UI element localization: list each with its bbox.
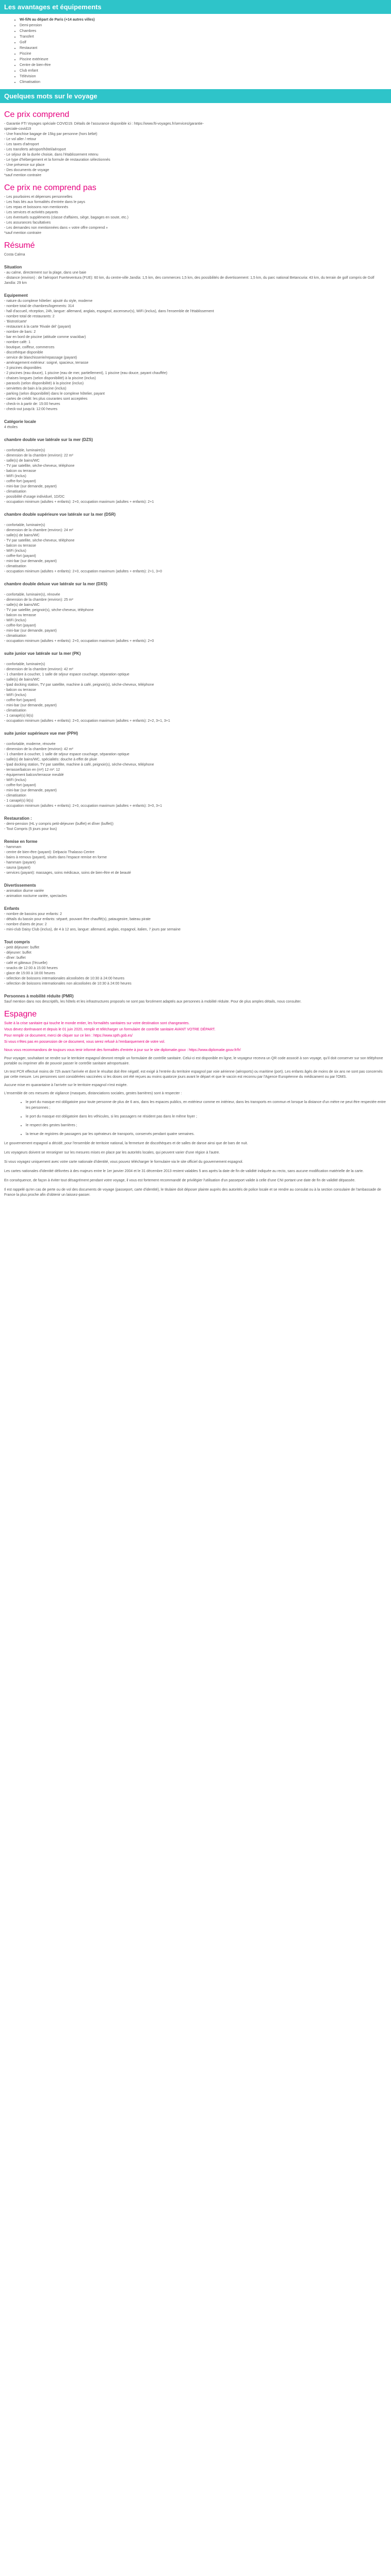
detail-block bbox=[4, 906, 387, 933]
detail-line: - confortable, luminaire(s) bbox=[4, 523, 45, 527]
detail-block bbox=[4, 582, 387, 644]
hotel-details bbox=[4, 265, 387, 1005]
amenity-item: • Transfert bbox=[20, 34, 387, 40]
detail-line: - distance (environ) : de l'aéroport Fuerteventura (FUE): 60 km, du centre-ville Jandía: 1,5 km, des commerces 1,5 km, des possibilités de divertissement: 1,5 km, du parc national Betancuria: 43 km, du terrain de golf compris de Golf Jandía: 29 km bbox=[4, 276, 376, 285]
spain-measure: • le port du masque est obligatoire dans les véhicules, si les passagers ne résident pas dans le même foyer ; bbox=[26, 1114, 387, 1120]
detail-line: - Tout Compris (5 jours pour bus) bbox=[4, 827, 57, 831]
detail-line: - 2 piscines (eau douce), 1 piscine (eau de mer, partiellement), 1 piscine (eau douce, payant chauffée) bbox=[4, 371, 168, 375]
detail-block bbox=[4, 839, 387, 876]
detail-block-title: suite junior supérieure vue mer (PPH) bbox=[4, 731, 78, 736]
detail-line: - lpad docking station, TV par satellite, machine à café, peignoir(s), sèche-cheveux, téléphone bbox=[4, 763, 154, 767]
amenity-item: • Wi-fi/N au départ de Paris (+14 autres villes) bbox=[20, 17, 387, 23]
spain-tail-paragraph: Les cartes nationales d'identité délivrées à des majeurs entre le 1er janvier 2004 et le 31 décembre 2013 restent valables 5 ans après la date de fin de validité indiquée au recto, sans aucune modification matérielle de la carte. bbox=[4, 1170, 364, 1173]
excluded-line: - Les demandes non mentionnées dans « votre offre comprend » bbox=[4, 226, 108, 230]
detail-line: - nombre d'aires de jeux: 2 bbox=[4, 923, 47, 926]
detail-line: - boutique, coiffeur, commerces bbox=[4, 346, 55, 349]
detail-line: - salle(s) de bains/WC bbox=[4, 459, 40, 463]
detail-block bbox=[4, 883, 387, 899]
included-list bbox=[4, 122, 387, 178]
detail-line: - TV par satellite, peignoir(s), sèche-cheveux, téléphone bbox=[4, 608, 94, 612]
amenity-item: • Chambres bbox=[20, 28, 387, 34]
spain-tail bbox=[4, 1141, 387, 1198]
spain-alert-line: Suite à la crise sanitaire qui touche le monde entier, les formalités sanitaires sur votre destination sont changeantes. bbox=[4, 1022, 190, 1025]
included-line: - Le type d'hébergement et la formule de restauration sélectionnés bbox=[4, 158, 110, 162]
detail-block-title: Divertissements bbox=[4, 883, 36, 888]
spain-measure: • le port du masque est obligatoire pour toute personne de plus de 6 ans, dans les espaces publics, en extérieur comme en intérieur, dans les transports en commun et lorsque la distance d'un mètre ne peut être respectée entre les personnes ; bbox=[26, 1099, 387, 1111]
detail-line: - coffre-fort (payant) bbox=[4, 699, 36, 702]
detail-line bbox=[4, 587, 387, 592]
detail-line: - dimension de la chambre (environ): 42 m² bbox=[4, 668, 73, 671]
detail-block-title: Situation bbox=[4, 265, 22, 269]
spain-alert-line: Si vous n'êtes pas en possession de ce document, vous serez refusé à l'embarquement de votre vol. bbox=[4, 1040, 166, 1044]
detail-line: - dimension de la chambre (environ): 25 m² bbox=[4, 598, 73, 602]
detail-block-title: Remise en forme bbox=[4, 839, 38, 844]
detail-block bbox=[4, 293, 387, 412]
detail-block bbox=[4, 512, 387, 574]
detail-line: - 1 canapé(s) lit(s) bbox=[4, 714, 34, 718]
detail-line: - serviettes de bain à la piscine (inclus) bbox=[4, 387, 67, 391]
excluded-line: - Les pourboires et dépenses personnelles bbox=[4, 195, 73, 199]
detail-line: - WiFi (inclus) bbox=[4, 474, 26, 478]
detail-line: - TV par satellite, sèche-cheveux, téléphone bbox=[4, 539, 75, 543]
detail-block bbox=[4, 419, 387, 430]
excluded-line: - Les éventuels suppléments (classe d'affaires, siège, bagages en soute, etc.) bbox=[4, 216, 128, 219]
detail-line: - 1 chambre à coucher, 1 salle de séjour espace couchage, séparation optique bbox=[4, 753, 129, 756]
detail-line: - 1 canapé(s) lit(s) bbox=[4, 799, 34, 803]
spain-tail-paragraph: En conséquence, de façon à éviter tout désagrément pendant votre voyage, il vous est fortement recommandé de privilégier l'utilisation d'un passeport valide à celle d'une CNI portant une date de fin de validité dépassée. bbox=[4, 1179, 356, 1182]
included-line: - Garantie FTI Voyages spéciale COVID19. Détails de l'assurance disponible ici : https://www.fti-voyages.fr/services/garantie- bbox=[4, 122, 204, 126]
detail-line: - snacks de 12:00 à 15:00 heures bbox=[4, 967, 58, 970]
spain-alert-line: Vous devez dorénavant et depuis le 01 juin 2020, remplir et télécharger un formulaire de contrôle sanitaire AVANT VOTRE DÉPART. bbox=[4, 1028, 216, 1031]
detail-line: - glace de 15:00 à 18:00 heures bbox=[4, 972, 55, 975]
amenity-item: • Restaurant bbox=[20, 45, 387, 51]
detail-line: - check-out jusqu'à: 12:00 heures bbox=[4, 408, 58, 411]
detail-block bbox=[4, 437, 387, 505]
detail-block-title: Enfants bbox=[4, 906, 20, 911]
detail-line: - dimension de la chambre (environ): 22 m² bbox=[4, 454, 73, 457]
detail-line: - climatisation bbox=[4, 634, 26, 638]
detail-line: - coffre-fort (payant) bbox=[4, 784, 36, 787]
detail-line: - nature du complexe hôtelier: ajouté du style, moderne bbox=[4, 299, 93, 303]
detail-block-title: chambre double vue latérale sur la mer (DZS) bbox=[4, 437, 93, 442]
detail-line: - mini-club Daisy Club (inclus), de 4 à 12 ans, langue: allemand, anglais, espagnol, italien, 7 jours par semaine bbox=[4, 928, 181, 931]
excluded-line: - Les assurances facultatives bbox=[4, 221, 51, 225]
detail-line: - aménagement extérieur: soigné, spacieux, terrasse bbox=[4, 361, 89, 365]
detail-line: - WiFi (inclus) bbox=[4, 549, 26, 553]
detail-block-title: chambre double deluxe vue latérale sur la mer (DXS) bbox=[4, 582, 108, 586]
detail-line: - mini-bar (sur demande, payant) bbox=[4, 629, 57, 633]
detail-line: - WiFi (inclus) bbox=[4, 693, 26, 697]
detail-block bbox=[4, 731, 387, 809]
spain-paragraphs bbox=[4, 1056, 387, 1096]
detail-line: - hall d'accueil, réception, 24h, langue: allemand, anglais, espagnol, ascenseur(s), WiFi (inclus), dans l'ensemble de l'établissement bbox=[4, 310, 214, 313]
detail-block bbox=[4, 940, 387, 987]
amenity-item: • Climatisation bbox=[20, 79, 387, 85]
detail-line: 4 étoiles bbox=[4, 426, 18, 429]
detail-line: - occupation minimum (adultes + enfants): 2+0, occupation maximum (adultes + enfants): 2+1 bbox=[4, 500, 154, 504]
detail-line: - possibilité d'usage individuel, 1D/DC bbox=[4, 495, 65, 499]
detail-line: - nombre café: 1 bbox=[4, 341, 30, 344]
detail-line: - dîner: buffet bbox=[4, 956, 26, 960]
detail-line: - service de blanchisserie/repassage (payant) bbox=[4, 356, 77, 360]
detail-line: - salle(s) de bains/WC bbox=[4, 534, 40, 537]
detail-line: - mini-bar (sur demande, payant) bbox=[4, 704, 57, 707]
amenity-item: • Télévision bbox=[20, 74, 387, 79]
detail-line: - bains à remous (payant), situés dans l'espace remise en forme bbox=[4, 856, 107, 859]
excluded-list bbox=[4, 195, 387, 236]
excluded-line: *sauf mention contraire bbox=[4, 231, 41, 235]
detail-line: - dimension de la chambre (environ): 42 m² bbox=[4, 748, 73, 751]
detail-block-title: suite junior vue latérale sur la mer (PK) bbox=[4, 651, 81, 656]
detail-line: - services (payant): massages, soins médicaux, soins de bien-être et de beauté bbox=[4, 871, 131, 875]
included-heading: Ce prix comprend bbox=[4, 110, 70, 119]
detail-line: - check-in à partir de: 15:00 heures bbox=[4, 402, 60, 406]
detail-line: - climatisation bbox=[4, 490, 26, 494]
detail-block bbox=[4, 651, 387, 724]
spain-tail-paragraph: Si vous voyagez uniquement avec votre carte nationale d'identité, vous pouvez télécharger le formulaire via le site officiel du gouvernement espagnol. bbox=[4, 1160, 243, 1164]
spain-alert-line: Pour remplir ce document, merci de cliquer sur ce lien : https://www.spth.gob.es/ bbox=[4, 1034, 133, 1038]
detail-line: - nombre total de chambres/logements: 314 bbox=[4, 304, 74, 308]
detail-line: - balcon ou terrasse bbox=[4, 544, 36, 548]
detail-line: - hammam bbox=[4, 845, 22, 849]
included-line: - Le séjour de la durée choisie, dans l'établissement retenu bbox=[4, 153, 99, 157]
spain-measure: • le respect des gestes barrières ; bbox=[26, 1123, 387, 1128]
detail-line: - occupation minimum (adultes + enfants): 2+0, occupation maximum (adultes + enfants): 2+2, 3+1, 3+1 bbox=[4, 719, 170, 723]
detail-line: - salle(s) de bains/WC, spécialités: douche à effet de pluie bbox=[4, 758, 97, 761]
detail-line: - occupation minimum (adultes + enfants): 2+0, occupation maximum (adultes + enfants): 2+0 bbox=[4, 639, 154, 643]
detail-line: - nombre de bars: 2 bbox=[4, 330, 36, 334]
detail-line: - TV par satellite, sèche-cheveux, téléphone bbox=[4, 464, 75, 468]
amenity-item: • Demi-pension bbox=[20, 23, 387, 28]
spain-tail-paragraph: Il est rappelé qu'en cas de perte ou de vol des documents de voyage (passeport, carte d'identité), le titulaire doit déposer plainte auprès des autorités de police locale et se rendre au consulat ou à la section consulaire de l'ambassade de France la plus proche afin d'obtenir un laissez-passer. bbox=[4, 1188, 381, 1197]
detail-line: - climatisation bbox=[4, 709, 26, 713]
summary-heading: Résumé bbox=[4, 241, 35, 250]
detail-line: - confortable, luminaire(s) bbox=[4, 449, 45, 452]
detail-line: - centre de bien-être (payant): Delpacio Thalasso Centre bbox=[4, 851, 94, 854]
included-line: - Les transferts aéroport/hôtel/aéroport bbox=[4, 148, 66, 151]
detail-line: - café et gâteaux (l'écuelle) bbox=[4, 961, 47, 965]
detail-line: Sauf mention dans nos descriptifs, les hôtels et les infrastructures proposés ne sont pas forcément adaptés aux personnes à mobilité réduite. Pour de plus amples détails, nous consulter. bbox=[4, 1000, 302, 1004]
included-line: - Une présence sur place bbox=[4, 163, 45, 167]
detail-line: - salle(s) de bains/WC bbox=[4, 603, 40, 607]
detail-block-title: Restauration : bbox=[4, 816, 32, 821]
excluded-line: - Les services et activités payants bbox=[4, 211, 58, 214]
detail-line: - parking (selon disponibilité) dans le complexe hôtelier, payant bbox=[4, 392, 105, 396]
spain-measure: • la tenue de registres de passagers par les opérateurs de transports, conservés pendant quatre semaines. bbox=[26, 1131, 387, 1137]
detail-line: - occupation minimum (adultes + enfants): 2+0, occupation maximum (adultes + enfants): 3+0, 3+1 bbox=[4, 804, 162, 808]
amenities-list bbox=[10, 17, 387, 85]
detail-line: - nombre de bassins pour enfants: 2 bbox=[4, 912, 62, 916]
detail-line: - mini-bar (sur demande, payant) bbox=[4, 485, 57, 488]
amenity-item: • Centre de bien-être bbox=[20, 62, 387, 68]
detail-line: - coffre-fort (payant) bbox=[4, 624, 36, 628]
detail-line: - 1 chambre à coucher, 1 salle de séjour espace couchage, séparation optique bbox=[4, 673, 129, 676]
detail-line: - mini-bar (sur demande, payant) bbox=[4, 789, 57, 792]
detail-line bbox=[4, 518, 387, 523]
detail-line: - au calme, directement sur la plage, dans une baie bbox=[4, 271, 87, 275]
detail-line: - salle(s) de bains/WC bbox=[4, 678, 40, 682]
spain-paragraph: Un test PCR effectué moins de 72h avant l'arrivée et dont le résultat doit être négatif, est exigé à l'entrée du territoire espagnol par voie aérienne (aéroports) ou maritime (port). Les enfants âgés de moins de six ans ne sont pas concernés par cette mesure. Les personnes sont considérées vaccinées si les doses ont été reçues au moins quatorze jours avant le départ et que le vaccin est reconnu par l'Agence Européenne du médicament ou par l'OMS. bbox=[4, 1070, 383, 1079]
spain-alert bbox=[4, 1021, 387, 1045]
detail-line: - sélection de boissons internationales non alcoolisées de 10:30 à 24:00 heures bbox=[4, 982, 132, 986]
detail-line: - parasols (selon disponibilité) à la piscine (inclus) bbox=[4, 382, 84, 385]
excluded-line: - Les repas et boissons non mentionnés bbox=[4, 206, 69, 209]
detail-block-title: chambre double supérieure vue latérale sur la mer (DSR) bbox=[4, 512, 116, 517]
detail-line: - coffre-fort (payant) bbox=[4, 480, 36, 483]
detail-line: - 'Bistrot/carte' bbox=[4, 320, 27, 324]
detail-line: - climatisation bbox=[4, 565, 26, 568]
detail-line: - dimension de la chambre (environ): 24 m² bbox=[4, 529, 73, 532]
included-line: - Les taxes d'aéroport bbox=[4, 143, 39, 146]
included-line: - Le vol aller / retour bbox=[4, 138, 37, 141]
spain-paragraph: Aucune mise en quarantaine à l'arrivée sur le territoire espagnol n'est exigée. bbox=[4, 1083, 128, 1087]
detail-line: - occupation minimum (adultes + enfants): 2+0, occupation maximum (adultes + enfants): 2+1, 3+0 bbox=[4, 570, 162, 573]
detail-line bbox=[4, 443, 387, 448]
detail-block-title: Personnes à mobilité réduite (PMR) bbox=[4, 994, 74, 998]
detail-line: - balcon ou terrasse bbox=[4, 688, 36, 692]
amenity-item: • Golf bbox=[20, 40, 387, 45]
spain-measures-list bbox=[17, 1099, 387, 1137]
detail-line: - animation nocturne variée, spectacles bbox=[4, 894, 67, 898]
detail-line: - détails du bassin pour enfants: séparé, pouvant être chauffé(s), pataugeoire, bateau pirate bbox=[4, 918, 151, 921]
detail-line: - animation diurne variée bbox=[4, 889, 44, 893]
excluded-line: - Les frais liés aux formalités d'entrée dans le pays bbox=[4, 200, 85, 204]
detail-line: - nombre total de restaurants: 2 bbox=[4, 315, 55, 318]
detail-line: - balcon ou terrasse bbox=[4, 614, 36, 617]
amenity-item: • Club enfant bbox=[20, 68, 387, 74]
detail-line: - WiFi (inclus) bbox=[4, 619, 26, 622]
amenity-item: • Piscine bbox=[20, 51, 387, 57]
spain-tail-paragraph: Les voyageurs doivent se renseigner sur les mesures mises en place par les autorités locales, qui peuvent varier d'une région à l'autre. bbox=[4, 1151, 220, 1155]
detail-block-title: Catégorie locale bbox=[4, 419, 36, 424]
included-line: *sauf mention contraire bbox=[4, 174, 41, 177]
summary-place: Costa Calma bbox=[4, 253, 25, 257]
detail-line: - confortable, moderne, rénovée bbox=[4, 742, 56, 746]
detail-line: - bar en bord de piscine (attitude comme snackbar) bbox=[4, 335, 86, 339]
detail-line: - équipement balcon/terrasse meublé bbox=[4, 773, 64, 777]
included-line: speciale-covid19 bbox=[4, 127, 31, 131]
excluded-heading: Ce prix ne comprend pas bbox=[4, 183, 96, 192]
spain-tail-paragraph: Le gouvernement espagnol a décidé, pour l'ensemble de territoire national, la fermeture de discothèques et de salles de danse ainsi que de bars de nuit. bbox=[4, 1142, 248, 1145]
detail-line: - demi-pension (HL y compris petit-déjeuner (buffet) et dîner (buffet)) bbox=[4, 822, 113, 826]
detail-block-title: Equipement bbox=[4, 293, 28, 298]
amenities-list-wrap bbox=[0, 14, 391, 89]
detail-line: - cartes de crédit: les plus courantes sont acceptées bbox=[4, 397, 88, 401]
detail-line: - restaurant à la carte 'Rivale del' (payant) bbox=[4, 325, 71, 329]
detail-line: - confortable, luminaire(s), rénovée bbox=[4, 593, 60, 597]
trip-section bbox=[0, 103, 391, 1206]
detail-line: - WiFi (inclus) bbox=[4, 778, 26, 782]
detail-line: - coffre-fort (payant) bbox=[4, 554, 36, 558]
detail-line: - lpad docking station, TV par satellite, machine à café, peignoir(s), sèche-cheveux, téléphone bbox=[4, 683, 154, 687]
detail-line: - déjeuner: buffet bbox=[4, 951, 31, 955]
included-line: - Des documents de voyage bbox=[4, 168, 50, 172]
detail-line: - confortable, luminaire(s) bbox=[4, 663, 45, 666]
detail-line: - balcon ou terrasse bbox=[4, 469, 36, 473]
detail-line bbox=[4, 657, 387, 662]
detail-block-title: Tout compris bbox=[4, 940, 30, 944]
detail-block bbox=[4, 994, 387, 1005]
spain-paragraph: Pour voyager, souhaitant se rendre sur le territoire espagnol devront remplir un formulaire de contrôle sanitaire. Celui-ci est disponible en ligne, le voyageur recevra un QR code associé à son voyage, qu'il doit conserver sur son téléphone portable ou imprimer afin de pouvoir passer le contrôle sanitaire aéroportuaire. bbox=[4, 1057, 383, 1065]
detail-line: - sauna (payant) bbox=[4, 866, 30, 870]
detail-line: - sélection de boissons internationales alcoolisées de 10:30 à 24:00 heures bbox=[4, 977, 125, 980]
included-line: - Une franchise bagage de 15kg par personne (hors bébé) bbox=[4, 132, 97, 136]
detail-line: - mini-bar (sur demande, payant) bbox=[4, 560, 57, 563]
detail-line bbox=[4, 737, 387, 742]
detail-line: - 3 piscines disponibles bbox=[4, 366, 42, 370]
spain-heading: Espagne bbox=[4, 1010, 37, 1019]
spain-recommendation: Nous vous recommandons de toujours vous tenir informé des formalités d'entrée à jour sur le site diplomatie.gouv : https://www.diplomatie.gouv.fr/fr/ bbox=[4, 1048, 241, 1052]
detail-line: - hammam (payant) bbox=[4, 861, 36, 865]
detail-line: - terrasse/balcon en (m²) 12 m²: 12 bbox=[4, 768, 60, 772]
detail-line: - chaises longues (selon disponibilité) à la piscine (inclus) bbox=[4, 377, 96, 380]
detail-line: - climatisation bbox=[4, 794, 26, 798]
section-header-amenities: Les avantages et équipements bbox=[0, 0, 391, 14]
section-header-trip: Quelques mots sur le voyage bbox=[0, 89, 391, 103]
detail-line: - discothèque disponible bbox=[4, 351, 43, 354]
detail-block bbox=[4, 265, 387, 286]
detail-block bbox=[4, 816, 387, 832]
amenity-item: • Piscine extérieure bbox=[20, 57, 387, 62]
spain-paragraph: L'ensemble de ces mesures de vigilance (masques, distanciations sociales, gestes barrières) sont à respecter : bbox=[4, 1092, 182, 1095]
detail-line: - petit déjeuner: buffet bbox=[4, 946, 39, 950]
